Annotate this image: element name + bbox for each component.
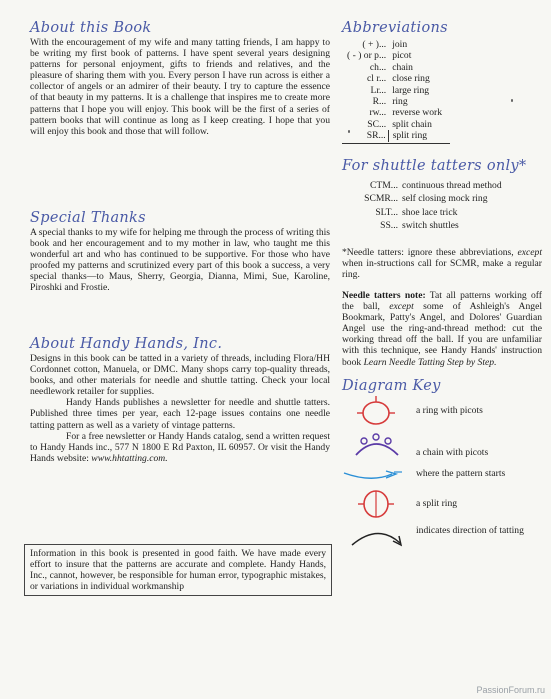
chain-with-picots-icon — [342, 429, 412, 463]
shuttle-key: SCMR... — [364, 193, 398, 205]
handy-hands-address: For a free newsletter or Handy Hands catalog, send a written request to Handy Hands inc., 577 N 1800 E Rd Paxton, IL 60957. Or visit the Handy Hands website: — [30, 430, 330, 464]
abbreviation-key: SC... — [367, 118, 387, 130]
special-thanks-text: A special thanks to my wife for helping me through the process of writing this book and her encouragement and to my mother in law, who taught me this wonderful art and who has continued to be supportive. For those who have proofed my patterns and scrutinized every part of this book a success, a very special thanks—to Maus, Sherry, Georgia, Dianna, Mimi, Sue, Karoline, Piroshki and Frostie. — [30, 227, 331, 294]
abbreviation-row — [342, 130, 442, 141]
scan-speck — [348, 130, 350, 133]
split-ring-icon — [342, 487, 412, 521]
shuttle-heading: For shuttle tatters only* — [342, 157, 527, 174]
shuttle-key: SS... — [380, 220, 398, 232]
abbreviation-value: split ring — [388, 130, 442, 141]
abbreviations-section — [342, 20, 542, 144]
shuttle-key: CTM... — [370, 179, 398, 191]
abbreviation-row — [342, 119, 442, 130]
abbreviation-value: join — [392, 39, 408, 50]
about-book-section — [30, 20, 330, 210]
handy-hands-paragraph-3 — [30, 431, 330, 464]
abbreviation-value: reverse work — [392, 107, 442, 119]
shuttle-value: shoe lace trick — [402, 206, 458, 218]
direction-arrow-icon — [342, 521, 412, 555]
diagram-key-item — [342, 463, 542, 487]
needle-tatters-note — [342, 290, 542, 368]
pattern-start-icon — [342, 463, 412, 487]
diagram-key-item — [342, 395, 542, 429]
abbreviation-row — [342, 62, 442, 73]
abbreviation-key: ch... — [369, 61, 387, 73]
special-thanks-heading: Special Thanks — [30, 210, 146, 226]
abbreviation-key: ( - ) or p... — [347, 50, 387, 62]
abbreviation-value: close ring — [392, 73, 430, 85]
shuttle-section — [342, 158, 542, 280]
shuttle-row — [342, 179, 502, 193]
ring-with-picots-icon — [342, 395, 412, 429]
abbreviation-value: ring — [392, 96, 408, 108]
watermark: PassionForum.ru — [476, 685, 545, 695]
abbreviations-table — [342, 39, 442, 142]
needle-note-text: some of Ashleigh's Angel Bookmark, Patty's Angel, and Dolores' Guardian Angel use the ring-and-thread method: cut the working thread off the ball. If you are unfamiliar with this technique, see Handy Hands' instruction book — [342, 301, 542, 368]
shuttle-table — [342, 179, 502, 233]
disclaimer-box: Information in this book is presented in good faith. We have made every effort to insure that the patterns are accurate and complete. Handy Hands, Inc., cannot, however, be responsible for human error, typographic mistakes, or variations in individual workmanship — [24, 544, 332, 596]
diagram-key-label: a split ring — [416, 497, 458, 509]
diagram-key-label: a ring with picots — [416, 404, 483, 416]
abbreviation-row — [342, 73, 442, 84]
shuttle-row — [342, 206, 502, 220]
abbreviation-key: Lr... — [370, 84, 387, 96]
abbreviation-value: large ring — [392, 84, 430, 96]
abbreviation-row — [342, 85, 442, 96]
handy-hands-paragraph-2: Handy Hands publishes a newsletter for needle and shuttle tatters. Published three times per year, each 12-page issues contains one needle tatting pattern as well as a variety of vintage patterns. — [30, 397, 330, 431]
shuttle-row — [342, 219, 502, 233]
about-book-heading: About this Book — [30, 20, 152, 36]
needle-note-text: Tat all patterns working off the ball, — [342, 289, 542, 313]
needle-note-book-title: Learn Needle Tatting Step by Step. — [363, 356, 497, 368]
footnote-text: *Needle tatters: ignore these abbreviations, — [342, 246, 518, 258]
abbreviation-key: ( + )... — [362, 39, 387, 50]
abbreviation-value: split chain — [392, 118, 432, 130]
abbreviation-row — [342, 50, 442, 61]
abbreviation-key: SR... — [366, 130, 386, 142]
abbreviation-value: chain — [392, 61, 413, 73]
shuttle-value: continuous thread method — [402, 179, 502, 191]
special-thanks-section — [30, 210, 330, 336]
shuttle-value: self closing mock ring — [402, 193, 488, 205]
abbreviation-key: cl r... — [367, 73, 387, 85]
abbreviation-row — [342, 39, 442, 50]
footnote-emphasis: except — [517, 246, 542, 258]
abbreviation-key: R... — [372, 96, 387, 108]
needle-note-label: Needle tatters note: — [342, 289, 426, 301]
needle-tatters-footnote — [342, 247, 542, 280]
handy-hands-paragraph-1: Designs in this book can be tatted in a variety of threads, including Flora/HH Cordonnet cotton, Manuela, or DMC. Many shops carry top-quality threads, books, and other materials for needle and shuttle tatting. Check your local needlework retailer for supplies. — [30, 353, 330, 398]
diagram-key-label: a chain with picots — [416, 446, 489, 458]
needle-note-emphasis: except — [389, 301, 414, 313]
diagram-key-label: indicates direction of tatting — [416, 524, 524, 536]
abbreviations-heading: Abbreviations — [342, 20, 448, 36]
abbreviation-row — [342, 107, 442, 118]
diagram-key-item — [342, 429, 542, 463]
left-column — [30, 20, 330, 464]
abbreviations-divider — [342, 143, 450, 144]
abbreviation-value: picot — [392, 50, 412, 62]
shuttle-row — [342, 192, 502, 206]
scan-speck — [511, 99, 513, 102]
website-link[interactable]: www.hhtatting.com. — [91, 452, 168, 464]
diagram-key-heading: Diagram Key — [342, 377, 441, 394]
shuttle-key: SLT... — [375, 206, 398, 218]
abbreviation-key: rw... — [369, 107, 387, 119]
abbreviation-row — [342, 96, 442, 107]
shuttle-value: switch shuttles — [402, 220, 459, 232]
about-book-text: With the encouragement of my wife and many tatting friends, I am happy to be writing my first book of patterns. I have spent several years designing patterns for personal enjoyment, gifts to friends and relatives, and the pleasure of sharing them with you. Every person I have run across is either a collector of angels or an admirer of their beauty. I try to capture the essence of that beauty in my patterns. It is a challenge that inspires me to create more patterns that I hope you will enjoy. This book will be the first of a series of pattern books that will continue as long as I keep creating. I hope that you will enjoy this book and those that will follow. — [30, 37, 330, 137]
diagram-key-item — [342, 487, 542, 521]
handy-hands-heading: About Handy Hands, Inc. — [30, 336, 223, 352]
handy-hands-section — [30, 336, 330, 464]
diagram-key-item — [342, 521, 542, 555]
footnote-text: when in-structions call for SCMR, make a regular ring. — [342, 257, 542, 280]
diagram-key-section — [342, 378, 542, 555]
diagram-key-label: where the pattern starts — [416, 467, 506, 479]
